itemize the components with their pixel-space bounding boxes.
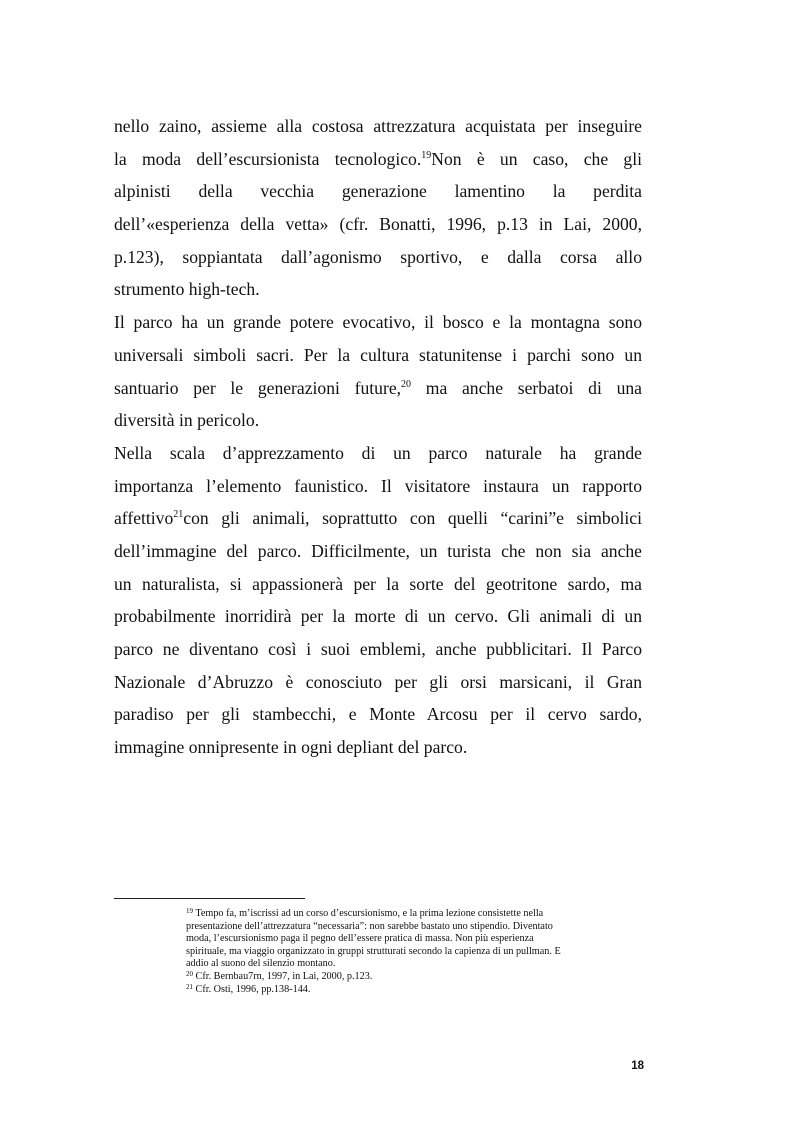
footnote-number: 20 [186, 969, 193, 978]
text-line [114, 502, 642, 535]
text-segment: ma anche serbatoi di una [411, 377, 642, 398]
text-line: universali simboli sacri. Per la cultura statunitense i parchi sono un [114, 344, 642, 365]
footnote-text: spirituale, ma viaggio organizzato in gruppi strutturati secondo la capienza di un pullman. E [186, 945, 561, 957]
text-segment: la moda dell’escursionista tecnologico. [114, 148, 422, 169]
text-line: Il parco ha un grande potere evocativo, il bosco e la montagna sono [114, 312, 642, 333]
footnote-ref-19: 19 [421, 149, 432, 161]
text-line [114, 372, 642, 405]
text-segment: Non è un caso, che gli [431, 148, 643, 169]
footnote-19 [186, 908, 646, 921]
text-line: dell’immagine del parco. Difficilmente, un turista che non sia anche [114, 540, 642, 561]
footnote-20 [186, 971, 646, 984]
footnote-text: moda, l’escursionismo paga il pegno dell’essere pratica di massa. Non più esperienza [186, 933, 534, 945]
page-number: 18 [631, 1060, 644, 1072]
footnote-ref-21: 21 [173, 509, 184, 521]
text-line: Nella scala d’apprezzamento di un parco naturale ha grande [114, 442, 642, 463]
text-line: un naturalista, si appassionerà per la sorte del geotritone sardo, ma [114, 573, 642, 594]
body-text [114, 110, 642, 764]
text-line: importanza l’elemento faunistico. Il visitatore instaura un rapporto [114, 475, 642, 496]
text-segment: affettivo [114, 508, 174, 529]
footnote-text: Tempo fa, m’iscrissi ad un corso d’escursionismo, e la prima lezione consistette nella [195, 908, 544, 919]
text-segment: con gli animali, soprattutto con quelli “carini”e simbolici [183, 508, 642, 529]
text-line: diversità in pericolo. [114, 410, 260, 431]
footnote-number: 21 [186, 982, 193, 991]
footnotes [186, 908, 646, 996]
text-line: alpinisti della vecchia generazione lamentino la perdita [114, 181, 642, 202]
text-line: immagine onnipresente in ogni depliant del parco. [114, 737, 468, 758]
footnote-text: Cfr. Osti, 1996, pp.138-144. [195, 983, 311, 995]
footnote-separator [114, 898, 305, 899]
text-line: paradiso per gli stambecchi, e Monte Arcosu per il cervo sardo, [114, 704, 642, 725]
footnote-text: addio al suono del silenzio montano. [186, 958, 336, 970]
text-line: parco ne diventano così i suoi emblemi, anche pubblicitari. Il Parco [114, 639, 642, 659]
footnote-ref-20: 20 [401, 378, 412, 390]
footnote-number: 19 [186, 907, 193, 915]
text-line: nello zaino, assieme alla costosa attrezzatura acquistata per inseguire [114, 116, 642, 136]
text-segment: santuario per le generazioni future, [114, 377, 402, 398]
text-line: strumento high-tech. [114, 279, 260, 300]
text-line [114, 143, 642, 176]
footnote-text: Cfr. Bernbau7rn, 1997, in Lai, 2000, p.123. [195, 970, 373, 982]
text-line: probabilmente inorridirà per la morte di un cervo. Gli animali di un [114, 606, 642, 627]
footnote-text: presentazione dell’attrezzatura “necessaria”: non sarebbe bastato uno stipendio. Diventato [186, 920, 553, 932]
text-line: Nazionale d’Abruzzo è conosciuto per gli orsi marsicani, il Gran [114, 671, 642, 692]
footnote-21 [186, 984, 646, 997]
text-line: dell’«esperienza della vetta» (cfr. Bonatti, 1996, p.13 in Lai, 2000, [114, 214, 642, 235]
text-line: p.123), soppiantata dall’agonismo sportivo, e dalla corsa allo [114, 246, 642, 267]
